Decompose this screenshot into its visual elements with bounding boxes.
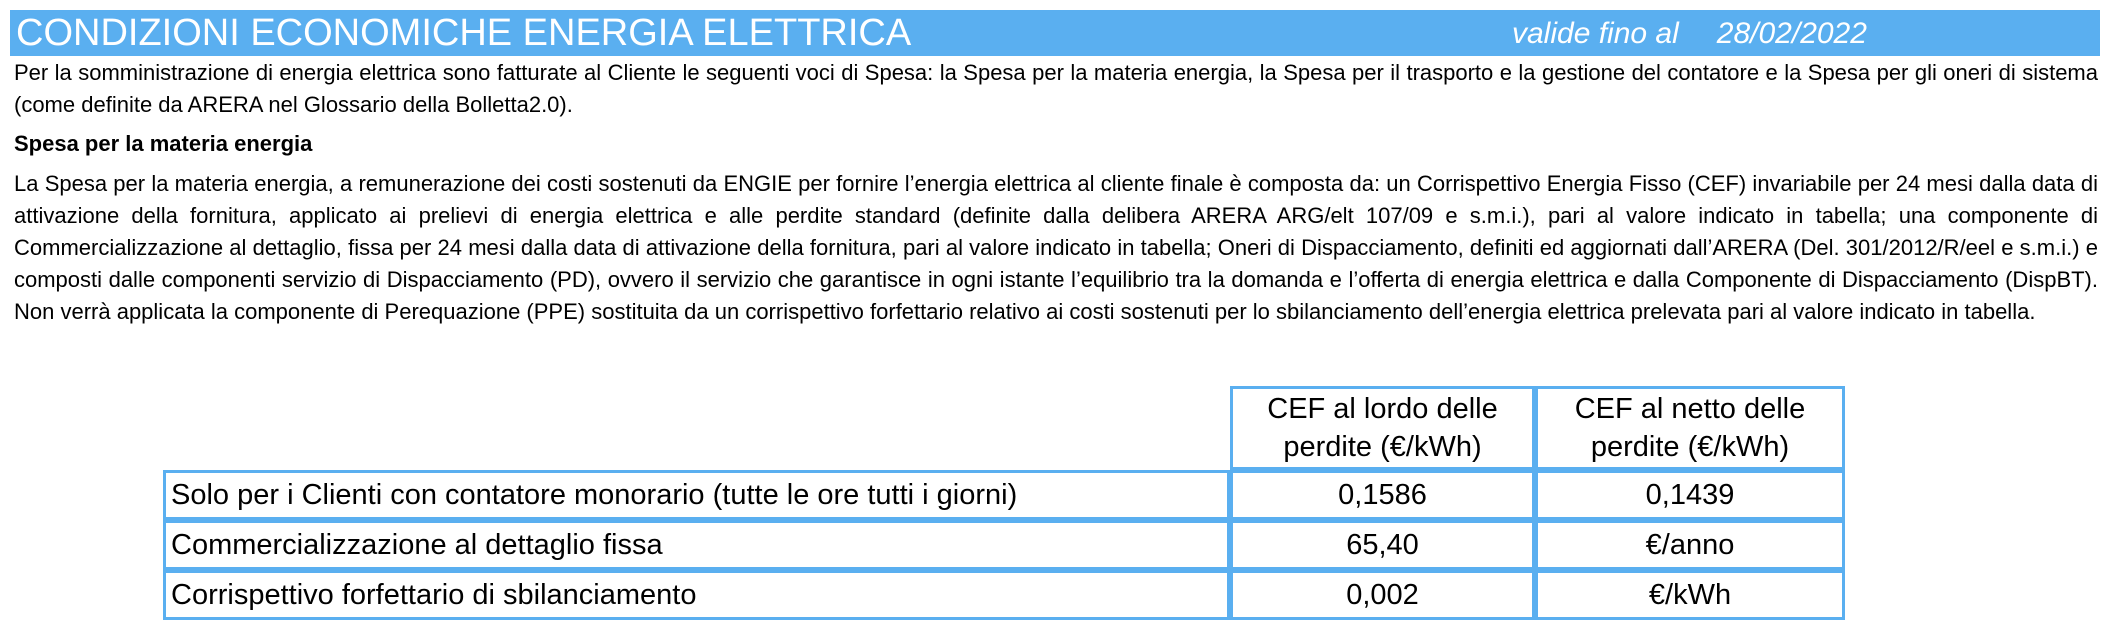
page-title: CONDIZIONI ECONOMICHE ENERGIA ELETTRICA <box>16 12 912 54</box>
header-bar <box>10 10 2100 56</box>
table-header-blank <box>163 386 1230 470</box>
column-header-net <box>1535 386 1845 470</box>
conditions-table <box>163 386 1845 620</box>
section-heading: Spesa per la materia energia <box>14 131 313 156</box>
column-header-net-line2: perdite (€/kWh) <box>1590 431 1790 463</box>
row-value-net: €/anno <box>1535 520 1845 570</box>
column-header-gross-line1: CEF al lordo delle <box>1267 393 1498 425</box>
section-paragraph: La Spesa per la materia energia, a remunerazione dei costi sostenuti da ENGIE per fornire l’energia elettrica al cliente finale è composta da: un Corrispettivo Energia Fisso (CEF) invariabile per 24 mesi dalla data di attivazione della fornitura, applicato ai prelievi di energia elettrica e alle perdite standard (definite dalla delibera ARERA ARG/elt 107/09 e s.m.i.), pari al valore indicato in tabella; una componente di Commercializzazione al dettaglio, fissa per 24 mesi dalla data di attivazione della fornitura, pari al valore indicato in tabella; Oneri di Dispacciamento, definiti ed aggiornati dall’ARERA (Del. 301/2012/R/eel e s.m.i.) e composti dalle componenti servizio di Dispacciamento (PD), ovvero il servizio che garantisce in ogni istante l’equilibrio tra la domanda e l’offerta di energia elettrica e dalla Componente di Dispacciamento (DispBT). Non verrà applicata la componente di Perequazione (PPE) sostituita da un corrispettivo forfettario relativo ai costi sostenuti per lo sbilanciamento dell’energia elettrica prelevata pari al valore indicato in tabella. <box>14 171 2098 324</box>
table-row <box>163 520 1845 570</box>
validity-info <box>1512 14 1867 54</box>
table-header-row <box>163 386 1845 470</box>
valid-until-label: valide fino al <box>1512 17 1679 50</box>
intro-paragraph: Per la somministrazione di energia elettrica sono fatturate al Cliente le seguenti voci di Spesa: la Spesa per la materia energia, la Spesa per il trasporto e la gestione del contatore e la Spesa per gli oneri di sistema (come definite da ARERA nel Glossario della Bolletta2.0). <box>14 60 2098 117</box>
column-header-net-line1: CEF al netto delle <box>1574 393 1806 425</box>
column-header-gross <box>1230 386 1535 470</box>
row-value-net: 0,1439 <box>1535 470 1845 520</box>
table-row <box>163 570 1845 620</box>
row-value-gross: 0,002 <box>1230 570 1535 620</box>
table-row <box>163 470 1845 520</box>
row-label: Solo per i Clienti con contatore monorario (tutte le ore tutti i giorni) <box>163 470 1230 520</box>
row-label: Commercializzazione al dettaglio fissa <box>163 520 1230 570</box>
valid-until-date: 28/02/2022 <box>1716 17 1867 50</box>
row-value-gross: 0,1586 <box>1230 470 1535 520</box>
row-value-net: €/kWh <box>1535 570 1845 620</box>
row-value-gross: 65,40 <box>1230 520 1535 570</box>
row-label: Corrispettivo forfettario di sbilanciamento <box>163 570 1230 620</box>
column-header-gross-line2: perdite (€/kWh) <box>1283 431 1482 463</box>
